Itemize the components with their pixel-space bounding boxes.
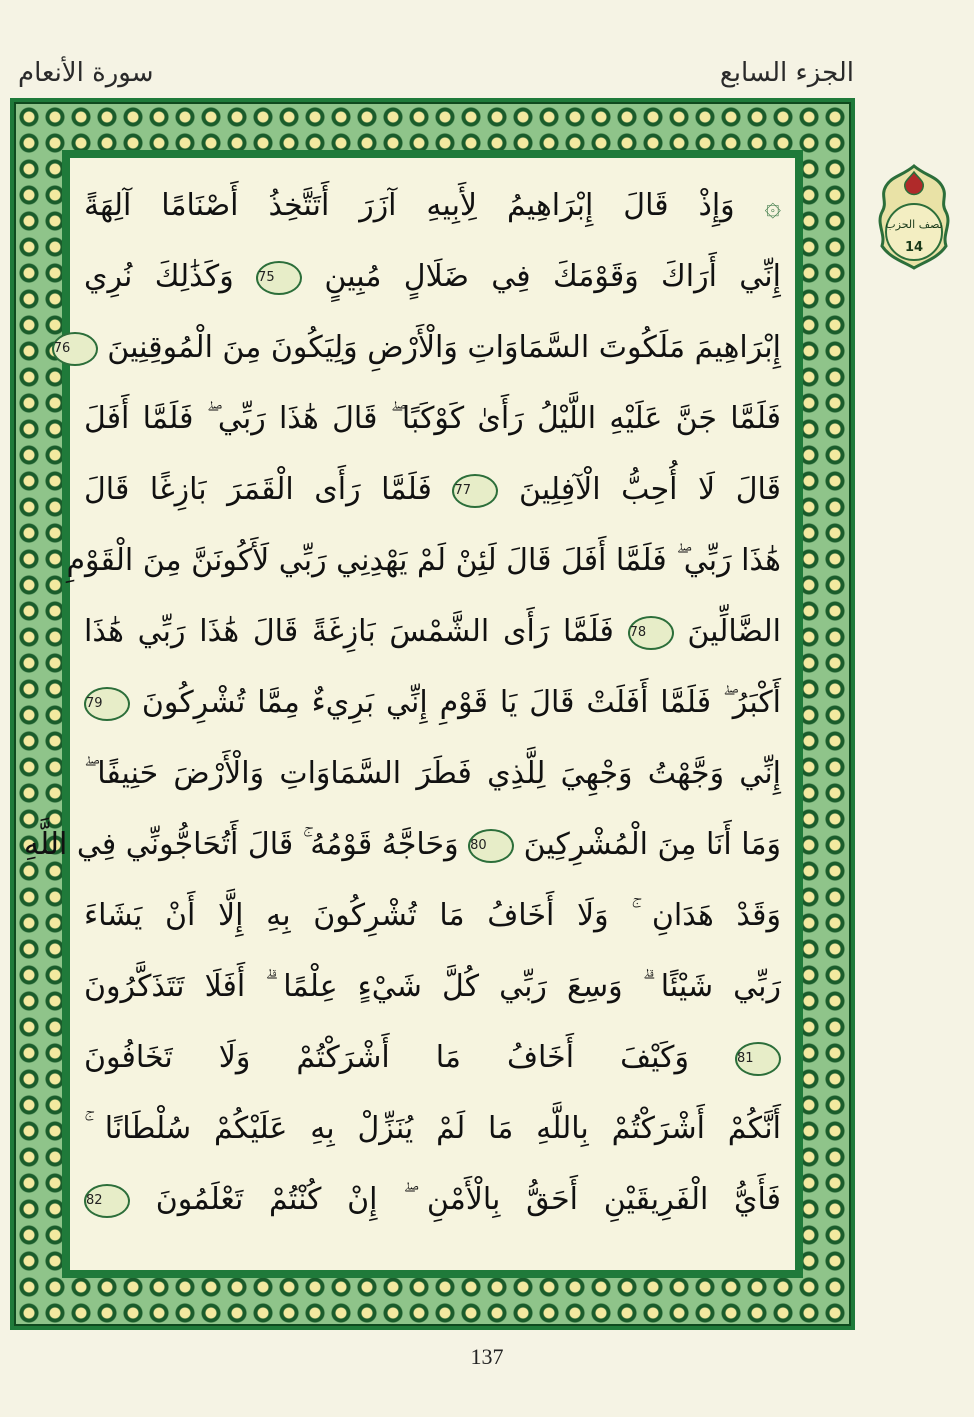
page-number: 137 [470, 1344, 504, 1369]
text-line [84, 241, 781, 312]
verse-number-marker: 75 [256, 261, 302, 295]
line-text: وَقَدْ هَدَانِ ۚ وَلَا أَخَافُ مَا تُشْرِكُونَ بِهِ إِلَّا أَنْ يَشَاءَ [84, 898, 781, 933]
verse-number-marker: 76 [52, 332, 98, 366]
text-line [84, 738, 781, 809]
verse-number-marker: 82 [84, 1184, 130, 1218]
text-line [66, 525, 781, 596]
juz-title: الجزء السابع [719, 58, 854, 88]
verse-start-icon: ۞ [764, 189, 781, 222]
line-text: إِبْرَاهِيمَ مَلَكُوتَ السَّمَاوَاتِ وَالْأَرْضِ وَلِيَكُونَ مِنَ الْمُوقِنِينَ [107, 330, 781, 365]
line-text: إِنِّي أَرَاكَ وَقَوْمَكَ فِي ضَلَالٍ مُبِينٍ [324, 259, 781, 294]
hizb-badge [872, 162, 956, 272]
page-frame [10, 98, 855, 1330]
line-text: فَلَمَّا رَأَى الْقَمَرَ بَازِغًا قَالَ [84, 472, 432, 507]
verse-number-marker: 80 [468, 829, 514, 863]
line-text: فَلَمَّا رَأَى الشَّمْسَ بَازِغَةً قَالَ هَٰذَا رَبِّي هَٰذَا [84, 614, 614, 649]
text-line [84, 383, 781, 454]
line-text: فَأَيُّ الْفَرِيقَيْنِ أَحَقُّ بِالْأَمْنِ ۖ إِنْ كُنْتُمْ تَعْلَمُونَ [155, 1182, 781, 1217]
text-line [84, 1093, 781, 1164]
text-line [23, 809, 781, 880]
line-text: هَٰذَا رَبِّي ۖ فَلَمَّا أَفَلَ قَالَ لَئِنْ لَمْ يَهْدِنِي رَبِّي لَأَكُونَنَّ مِنَ الْقَوْمِ [66, 543, 781, 578]
hizb-label: نصف الحزب [885, 218, 943, 231]
line-text: فَلَمَّا جَنَّ عَلَيْهِ اللَّيْلُ رَأَىٰ كَوْكَبًا ۖ قَالَ هَٰذَا رَبِّي ۖ فَلَمَّا أَفَلَ [84, 401, 781, 436]
line-text: إِنِّي وَجَّهْتُ وَجْهِيَ لِلَّذِي فَطَرَ السَّمَاوَاتِ وَالْأَرْضَ حَنِيفًا ۖ [84, 756, 781, 791]
text-line [84, 596, 781, 667]
hizb-number: 14 [904, 240, 924, 255]
line-text: أَكْبَرُ ۖ فَلَمَّا أَفَلَتْ قَالَ يَا قَوْمِ إِنِّي بَرِيءٌ مِمَّا تُشْرِكُونَ [141, 685, 781, 720]
verse-number-marker: 77 [452, 474, 498, 508]
line-text: الضَّالِّينَ [687, 614, 781, 649]
line-text: قَالَ لَا أُحِبُّ الْآفِلِينَ [519, 472, 781, 507]
text-line [84, 170, 781, 241]
text-line [84, 1022, 781, 1093]
text-line [53, 312, 781, 383]
line-text: رَبِّي شَيْئًا ۗ وَسِعَ رَبِّي كُلَّ شَيْءٍ عِلْمًا ۗ أَفَلَا تَتَذَكَّرُونَ [84, 969, 781, 1004]
line-text: وَكَذَٰلِكَ نُرِي [84, 259, 234, 294]
quran-text-area [23, 158, 795, 1270]
line-text: وَكَيْفَ أَخَافُ مَا أَشْرَكْتُمْ وَلَا تَخَافُونَ [84, 1040, 689, 1075]
page-header [0, 58, 974, 98]
line-text: وَحَاجَّهُ قَوْمُهُ ۚ قَالَ أَتُحَاجُّونِّي فِي اللَّهِ [23, 827, 459, 862]
line-text: وَمَا أَنَا مِنَ الْمُشْرِكِينَ [523, 827, 781, 862]
hizb-ornament-icon [872, 162, 956, 272]
verse-number-marker: 78 [628, 616, 674, 650]
verse-number-marker: 79 [84, 687, 130, 721]
text-line [84, 667, 781, 738]
line-text: وَإِذْ قَالَ إِبْرَاهِيمُ لِأَبِيهِ آزَرَ أَتَتَّخِذُ أَصْنَامًا آلِهَةً [84, 188, 735, 223]
text-line [84, 951, 781, 1022]
verse-number-marker: 81 [735, 1042, 781, 1076]
surah-title: سورة الأنعام [18, 58, 154, 88]
text-line [84, 1164, 781, 1235]
line-text: أَنَّكُمْ أَشْرَكْتُمْ بِاللَّهِ مَا لَمْ يُنَزِّلْ بِهِ عَلَيْكُمْ سُلْطَانًا ۚ [84, 1111, 781, 1146]
text-line [84, 454, 781, 525]
text-line [84, 880, 781, 951]
